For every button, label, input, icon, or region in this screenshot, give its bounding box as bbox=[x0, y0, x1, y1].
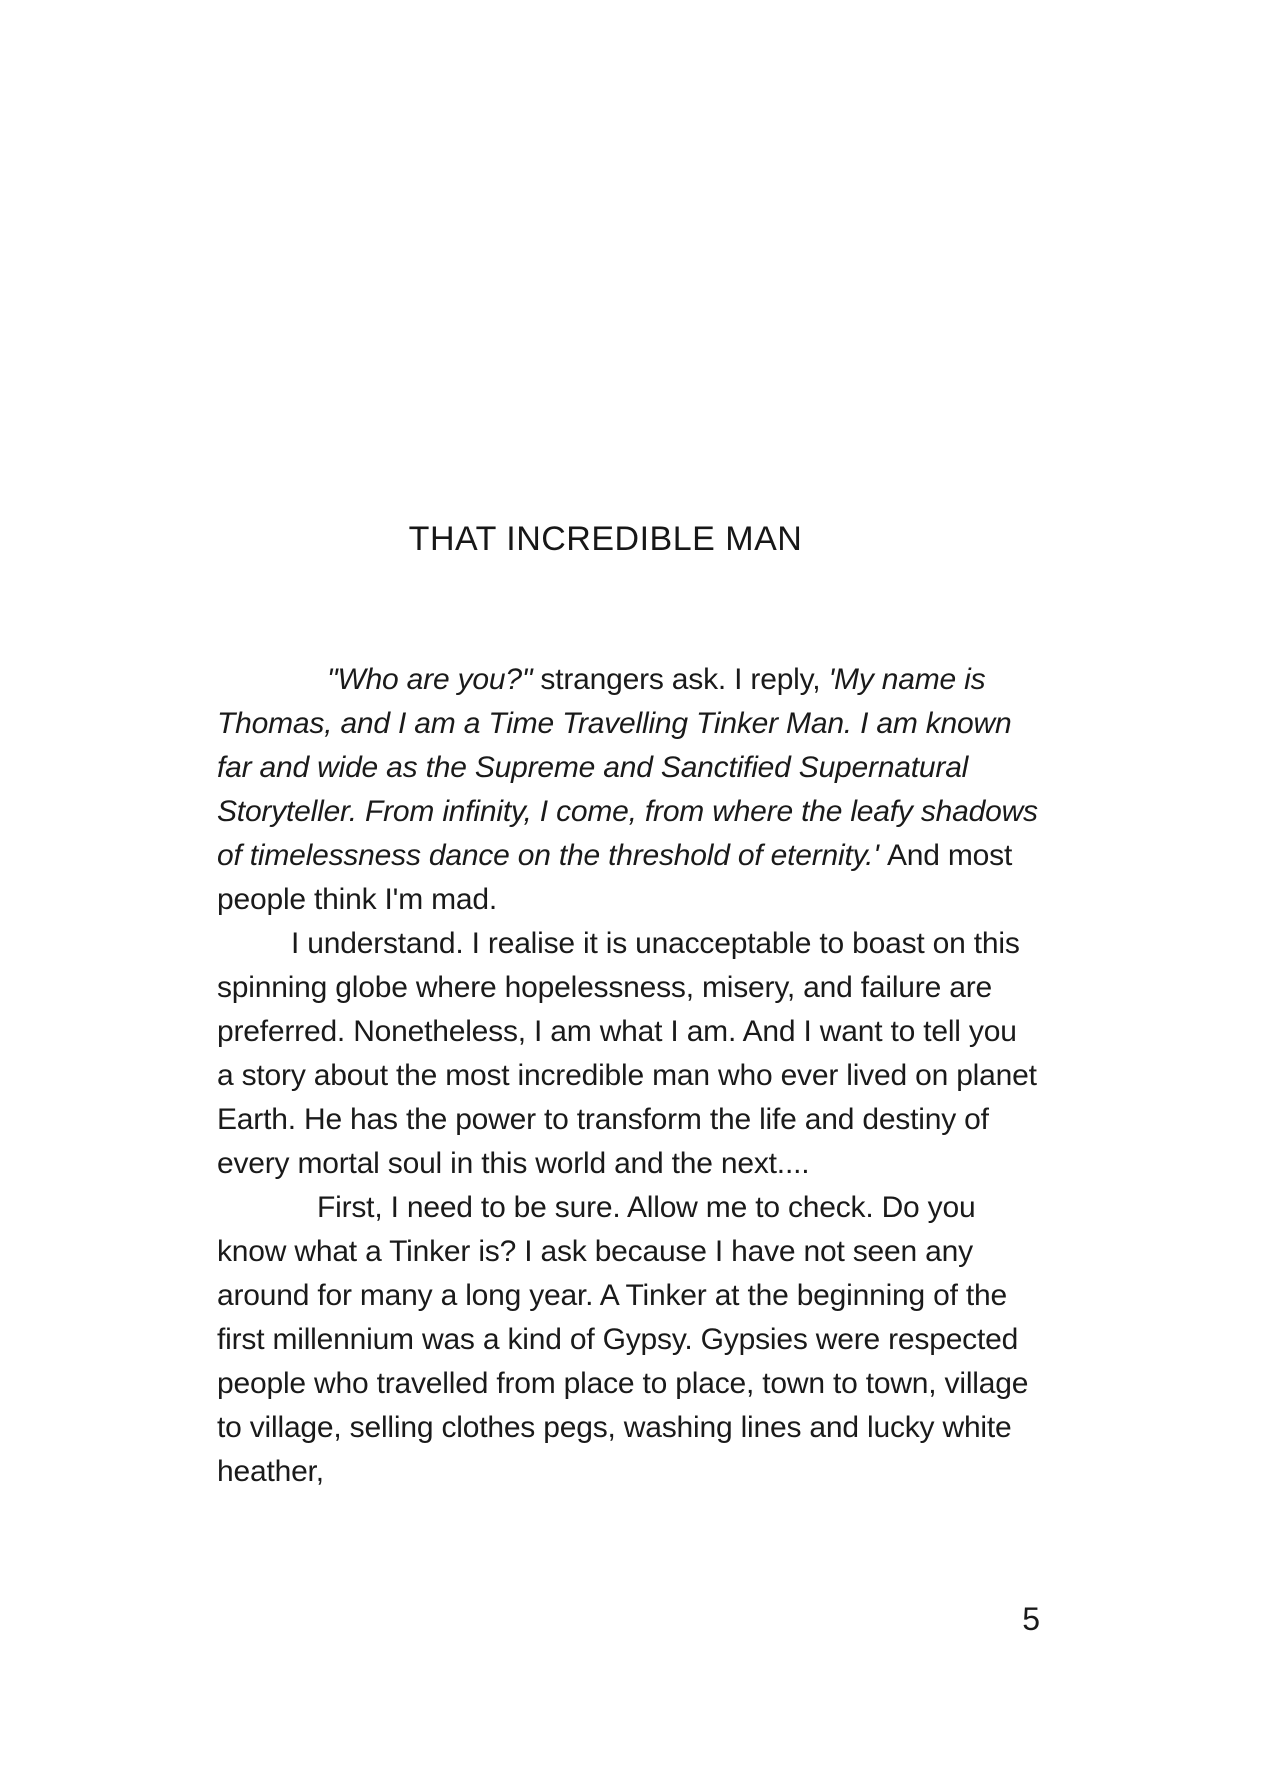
text-segment: I understand. I realise it is unacceptable to boast on this spinning globe where hopelessness, misery, and failure are preferred. Nonetheless, I am what I am. And I want to tell you a story about the most incredible man who ever lived on planet Earth. He has the power to transform the life and destiny of every mortal soul in this world and the next.... bbox=[217, 927, 1037, 1180]
text-segment: strangers ask. I reply, bbox=[540, 663, 829, 696]
paragraph-1 bbox=[217, 658, 1040, 922]
body-text bbox=[217, 658, 1040, 1494]
page-number: 5 bbox=[1022, 1601, 1040, 1637]
paragraph-3 bbox=[217, 1186, 1040, 1494]
text-segment: "Who are you?" bbox=[327, 663, 541, 696]
text-segment: And most people think I'm mad. bbox=[217, 839, 1013, 916]
paragraph-2 bbox=[217, 922, 1040, 1186]
text-segment: 'My name is Thomas, and I am a Time Travelling Tinker Man. I am known far and wide as the Supreme and Sanctified Supernatural Storyteller. From infinity, I come, from where the leafy shadows of timelessness dance on the threshold of eternity.' bbox=[217, 663, 1038, 872]
page-title: THAT INCREDIBLE MAN bbox=[408, 520, 803, 558]
text-segment: First, I need to be sure. Allow me to check. Do you know what a Tinker is? I ask because I have not seen any around for many a long year. A Tinker at the beginning of the first millennium was a kind of Gypsy. Gypsies were respected people who travelled from place to place, town to town, village to village, selling clothes pegs, washing lines and lucky white heather, bbox=[217, 1191, 1029, 1488]
